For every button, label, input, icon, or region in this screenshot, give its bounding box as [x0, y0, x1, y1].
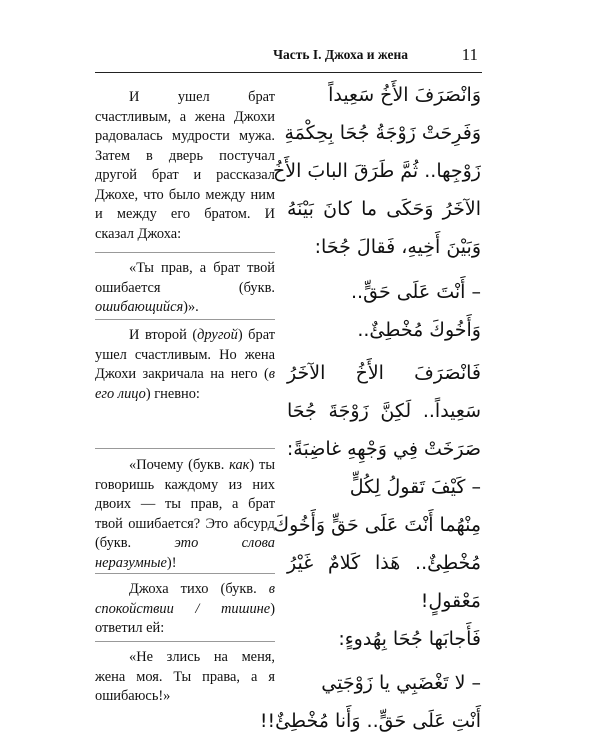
arabic-line: وَفَرِحَتْ زَوْجَةُ جُحَا بِحِكْمَةِ: [284, 122, 481, 144]
arabic-line: أَنْتِ عَلَى حَقٍّ.. وَأَنا مُخْطِئٌ!!: [259, 710, 481, 732]
russian-paragraph-2: «Ты прав, а брат твой ошибается (букв. ошибающийся)».: [95, 260, 275, 315]
arabic-line: صَرَخَتْ فِي وَجْهِهِ غاضِبَةً:: [286, 438, 481, 460]
paragraph-separator: [95, 573, 275, 574]
russian-paragraph-1: И ушел брат счастливым, а жена Джохи радовалась мудрости мужа. Затем в дверь постучал другой брат и рассказал Джохе, что было между ним и между его братом. И сказал Джоха:: [95, 89, 275, 242]
page-number: 11: [461, 45, 478, 64]
russian-paragraph-5: Джоха тихо (букв. в спокойствии / тишине) ответил ей:: [95, 581, 275, 636]
paragraph-separator: [95, 319, 275, 320]
paragraph-separator: [95, 641, 275, 642]
arabic-line: – لا تَغْضَبِي يا زَوْجَتِي: [321, 672, 481, 694]
arabic-line: زَوْجِها.. ثُمَّ طَرَقَ البابَ الأَخُ: [272, 160, 481, 182]
arabic-column: [259, 76, 481, 740]
arabic-line: مُخْطِئٌ.. هَذا كَلامٌ غَيْرُ: [287, 552, 481, 574]
arabic-line: مِنْهُما أَنْتَ عَلَى حَقٍّ وَأَخُوكَ: [273, 514, 481, 536]
arabic-line: سَعِيداً.. لَكِنَّ زَوْجَةَ جُحَا: [287, 400, 481, 422]
russian-paragraph-6: «Не злись на меня, жена моя. Ты права, а я ошибаюсь!»: [95, 649, 275, 704]
chapter-title: Часть I. Джоха и жена: [273, 47, 408, 62]
arabic-line: فَأَجابَها جُحَا بِهُدوءٍ:: [338, 628, 481, 650]
russian-paragraph-4: «Почему (букв. как) ты говоришь каждому из них двоих — ты прав, а брат твой ошибается? Это абсурд (букв. это слова неразумные)!: [95, 457, 275, 571]
arabic-line: وَانْصَرَفَ الأَخُ سَعِيداً: [328, 84, 481, 106]
arabic-line: الآخَرُ وَحَكَى ما كانَ بَيْنَهُ: [287, 198, 481, 220]
running-header: [95, 42, 482, 73]
paragraph-separator: [95, 252, 275, 253]
arabic-line: وَأَخُوكَ مُخْطِئٌ..: [357, 319, 481, 341]
arabic-line: مَعْقولٍ!: [420, 590, 481, 612]
arabic-line: – كَيْفَ تَقولُ لِكُلٍّ: [349, 476, 481, 498]
arabic-line: فَانْصَرَفَ الأَخُ الآخَرُ: [287, 362, 481, 384]
russian-paragraph-3: И второй (другой) брат ушел счастливым. Но жена Джохи закричала на него (в его лицо) гневно:: [95, 327, 276, 402]
arabic-line: وَبَيْنَ أَخِيهِ، فَقالَ جُحَا:: [314, 236, 481, 258]
paragraph-separator: [95, 448, 275, 449]
arabic-line: – أَنْتَ عَلَى حَقٍّ..: [351, 281, 481, 303]
